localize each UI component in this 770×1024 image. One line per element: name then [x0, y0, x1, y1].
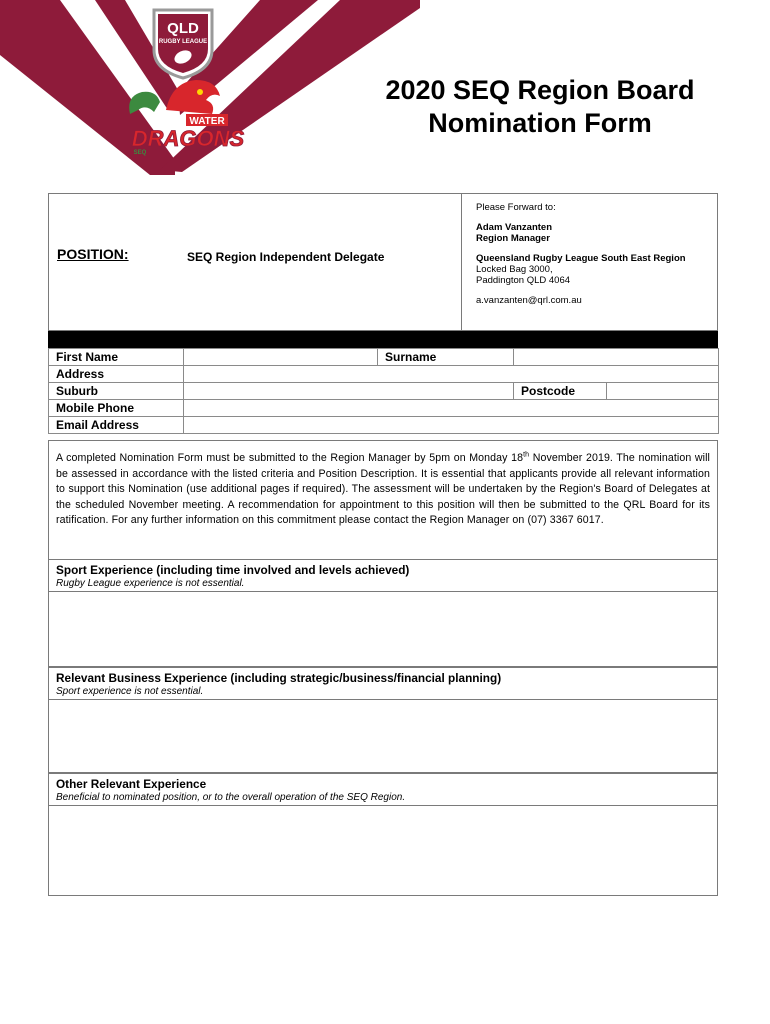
address-field[interactable]: [184, 366, 719, 383]
suburb-label: Suburb: [49, 383, 184, 400]
business-experience-note: Sport experience is not essential.: [56, 686, 204, 697]
mobile-phone-field[interactable]: [184, 400, 719, 417]
sport-experience-section: [48, 559, 718, 667]
forward-intro: Please Forward to:: [476, 202, 556, 213]
qld-rugby-league-logo: [150, 6, 216, 80]
form-title: [330, 74, 750, 140]
address-line-2: Paddington QLD 4064: [476, 275, 571, 286]
svg-text:SEQ: SEQ: [133, 150, 147, 156]
svg-text:WATER: WATER: [189, 116, 225, 127]
water-dragons-logo: [116, 74, 256, 160]
postcode-field[interactable]: [607, 383, 719, 400]
postcode-label: Postcode: [514, 383, 607, 400]
sport-experience-heading: Sport Experience (including time involved and levels achieved): [56, 563, 410, 577]
table-row: [49, 366, 719, 383]
contact-role: Region Manager: [476, 233, 550, 244]
other-experience-heading: Other Relevant Experience: [56, 777, 207, 791]
first-name-label: First Name: [49, 349, 184, 366]
email-address-label: Email Address: [49, 417, 184, 434]
position-label: POSITION:: [57, 246, 129, 262]
position-box-divider: [461, 194, 462, 330]
business-experience-heading: Relevant Business Experience (including strategic/business/financial planning): [56, 671, 502, 685]
table-row: [49, 417, 719, 434]
svg-text:QLD: QLD: [167, 20, 199, 37]
table-row: [49, 349, 719, 366]
sport-experience-input-area[interactable]: [49, 592, 717, 666]
address-label: Address: [49, 366, 184, 383]
position-value: SEQ Region Independent Delegate: [187, 250, 385, 264]
position-box: [48, 193, 718, 331]
section-divider-bar: [48, 331, 718, 348]
email-address-field[interactable]: [184, 417, 719, 434]
table-row: [49, 400, 719, 417]
instructions-paragraph: A completed Nomination Form must be submitted to the Region Manager by 5pm on Monday 18th November 2019. The nomination will be assessed in accordance with the listed criteria and Position Description. It is essential that applicants provide all relevant information to support this Nomination (use additional pages if required). The assessment will be undertaken by the Region's Board of Delegates at the scheduled November meeting. A recommendation for appointment to this position will then be submitted to the QRL Board for its ratification. For any further information on this commitment please contact the Region Manager on (07) 3367 6017.: [48, 440, 718, 560]
contact-org: Queensland Rugby League South East Region: [476, 253, 686, 264]
mobile-phone-label: Mobile Phone: [49, 400, 184, 417]
title-line-2: Nomination Form: [428, 108, 652, 138]
first-name-field[interactable]: [184, 349, 378, 366]
address-line-1: Locked Bag 3000,: [476, 264, 553, 275]
business-experience-input-area[interactable]: [49, 700, 717, 772]
personal-details-table: [48, 348, 719, 434]
surname-label: Surname: [378, 349, 514, 366]
business-experience-section: [48, 667, 718, 773]
contact-name: Adam Vanzanten: [476, 222, 553, 233]
forward-to-block: [476, 202, 686, 306]
svg-text:DRAGONS: DRAGONS: [131, 126, 245, 151]
title-line-1: 2020 SEQ Region Board: [385, 75, 695, 105]
svg-text:RUGBY LEAGUE: RUGBY LEAGUE: [158, 39, 208, 45]
other-experience-section: [48, 773, 718, 896]
table-row: [49, 383, 719, 400]
other-experience-note: Beneficial to nominated position, or to the overall operation of the SEQ Region.: [56, 792, 406, 803]
other-experience-input-area[interactable]: [49, 806, 717, 895]
surname-field[interactable]: [514, 349, 719, 366]
sport-experience-note: Rugby League experience is not essential.: [56, 578, 245, 589]
contact-email: a.vanzanten@qrl.com.au: [476, 295, 582, 306]
suburb-field[interactable]: [184, 383, 514, 400]
